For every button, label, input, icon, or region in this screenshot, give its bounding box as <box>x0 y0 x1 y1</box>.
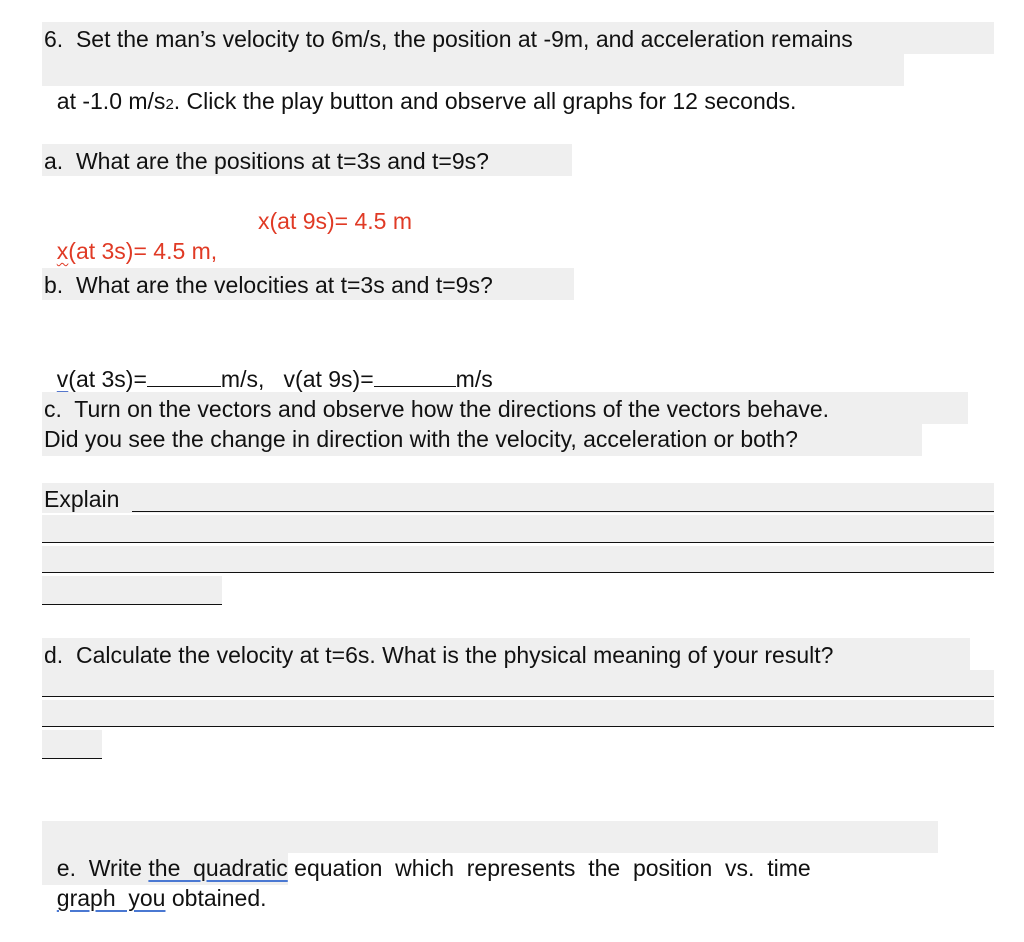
qb-part-2: v(at 9s)= <box>283 366 374 392</box>
qb-unit-1: m/s, <box>220 366 265 392</box>
qd-question: d. Calculate the velocity at t=6s. What is the physical meaning of your result? <box>44 642 834 668</box>
qc-answer-line-4[interactable] <box>42 604 222 605</box>
qa-answer <box>44 206 217 266</box>
qb-blank-9s[interactable] <box>374 362 456 387</box>
qc-explain-highlight <box>42 483 994 513</box>
qc-line-2: Did you see the change in direction with the velocity, acceleration or both? <box>44 426 798 452</box>
qa-question: a. What are the positions at t=3s and t=9s? <box>44 148 489 174</box>
q6-line-2-text: at -1.0 m/s <box>56 88 166 114</box>
q6-line-2-rest: . Click the play button and observe all graphs for 12 seconds. <box>173 88 797 114</box>
qe-rest: equation which represents the position vs. time <box>287 855 811 881</box>
qd-answer-shade-1 <box>42 670 994 696</box>
qe-obtained: obtained. <box>165 885 267 911</box>
qd-answer-line-2[interactable] <box>42 726 994 727</box>
q6-line-1: 6. Set the man’s velocity to 6m/s, the position at -9m, and acceleration remains <box>44 26 853 52</box>
qa-answer-9s: x(at 9s)= 4.5 m <box>258 208 413 234</box>
qc-answer-shade-3 <box>42 546 994 572</box>
qe-underlined-graph-you: graph you <box>56 885 166 911</box>
qc-line-1: c. Turn on the vectors and observe how the directions of the vectors behave. <box>44 396 829 422</box>
qe-line-2 <box>44 853 267 913</box>
qb-part-1: (at 3s)= <box>68 366 147 392</box>
qb-answer-line <box>44 332 493 394</box>
qe-underlined-phrase: the quadratic <box>148 855 288 881</box>
qc-answer-line-3[interactable] <box>42 572 994 573</box>
qd-answer-line-1[interactable] <box>42 696 994 697</box>
qc-answer-shade-2 <box>42 515 994 543</box>
qc-answer-line-2[interactable] <box>42 542 994 543</box>
qb-blank-3s[interactable] <box>147 362 221 387</box>
qd-answer-shade-3 <box>42 730 102 758</box>
qd-answer-line-3[interactable] <box>42 758 102 759</box>
qa-answer-x: x <box>56 238 69 264</box>
qb-v-letter: v <box>56 366 69 392</box>
q6-subscript: 2 <box>165 96 174 113</box>
qa-answer-3s: (at 3s)= 4.5 m, <box>68 238 218 264</box>
qc-explain-label: Explain <box>44 486 120 512</box>
qb-question: b. What are the velocities at t=3s and t=9s? <box>44 272 493 298</box>
qc-answer-shade-4 <box>42 576 222 604</box>
q6-line-2 <box>44 56 796 120</box>
qe-prefix: e. Write <box>56 855 149 881</box>
qb-unit-2: m/s <box>455 366 493 392</box>
qd-answer-shade-2 <box>42 700 994 726</box>
qc-answer-line-1[interactable] <box>132 511 994 512</box>
